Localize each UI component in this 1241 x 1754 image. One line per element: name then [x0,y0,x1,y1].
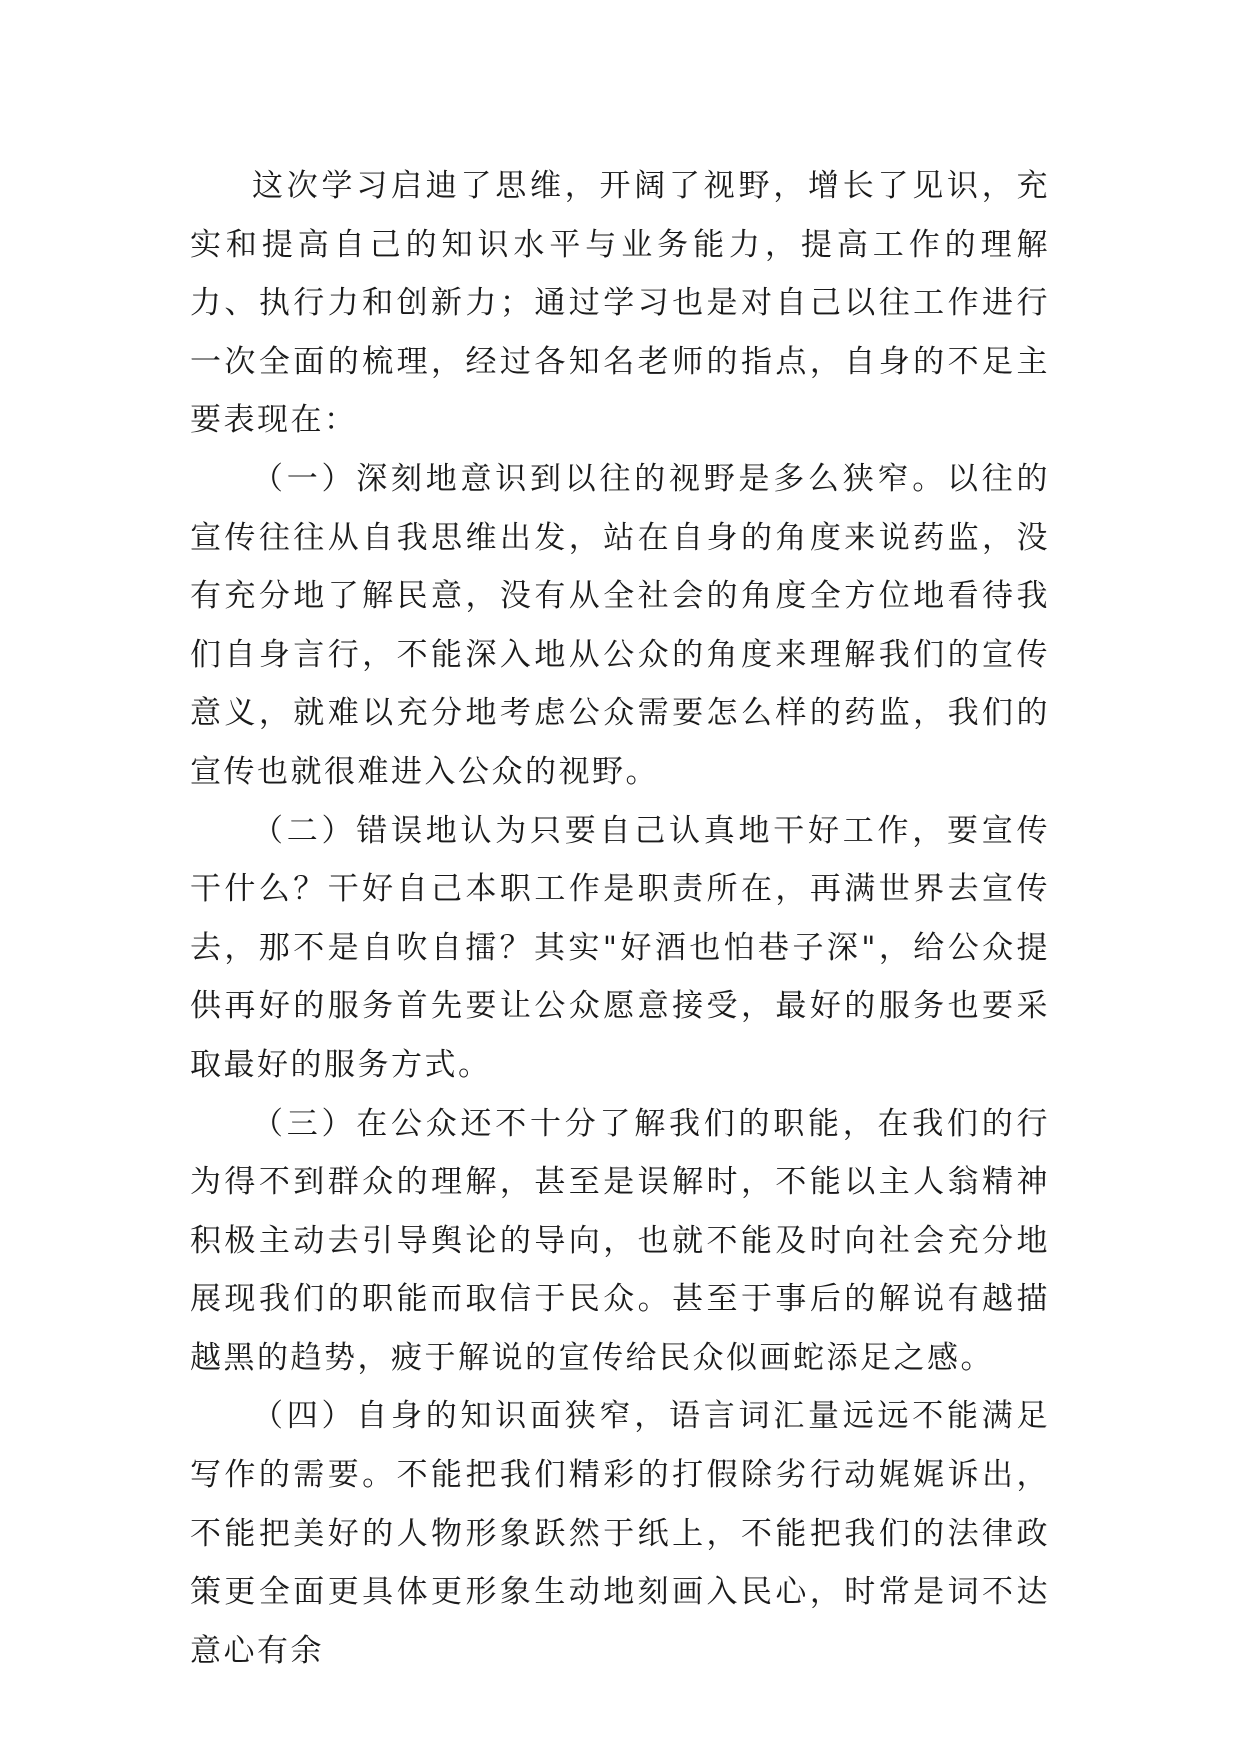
document-body [190,157,1050,1680]
paragraph-point-3: （三）在公众还不十分了解我们的职能，在我们的行为得不到群众的理解，甚至是误解时，不能以主人翁精神积极主动去引导舆论的导向，也就不能及时向社会充分地展现我们的职能而取信于民众。甚至于事后的解说有越描越黑的趋势，疲于解说的宣传给民众似画蛇添足之感。 [190,1105,1050,1376]
paragraph-point-4: （四）自身的知识面狭窄，语言词汇量远远不能满足写作的需要。不能把我们精彩的打假除劣行动娓娓诉出，不能把美好的人物形象跃然于纸上，不能把我们的法律政策更全面更具体更形象生动地刻画入民心，时常是词不达意心有余 [190,1398,1050,1669]
paragraph-intro: 这次学习启迪了思维，开阔了视野，增长了见识，充实和提高自己的知识水平与业务能力，提高工作的理解力、执行力和创新力；通过学习也是对自己以往工作进行一次全面的梳理，经过各知名老师的指点，自身的不足主要表现在： [190,168,1050,439]
paragraph-point-1: （一）深刻地意识到以往的视野是多么狭窄。以往的宣传往往从自我思维出发，站在自身的角度来说药监，没有充分地了解民意，没有从全社会的角度全方位地看待我们自身言行，不能深入地从公众的角度来理解我们的宣传意义，就难以充分地考虑公众需要怎么样的药监，我们的宣传也就很难进入公众的视野。 [190,460,1050,790]
paragraph-point-2: （二）错误地认为只要自己认真地干好工作，要宣传干什么？干好自己本职工作是职责所在，再满世界去宣传去，那不是自吹自擂？其实"好酒也怕巷子深"，给公众提供再好的服务首先要让公众愿意接受，最好的服务也要采取最好的服务方式。 [190,812,1050,1083]
